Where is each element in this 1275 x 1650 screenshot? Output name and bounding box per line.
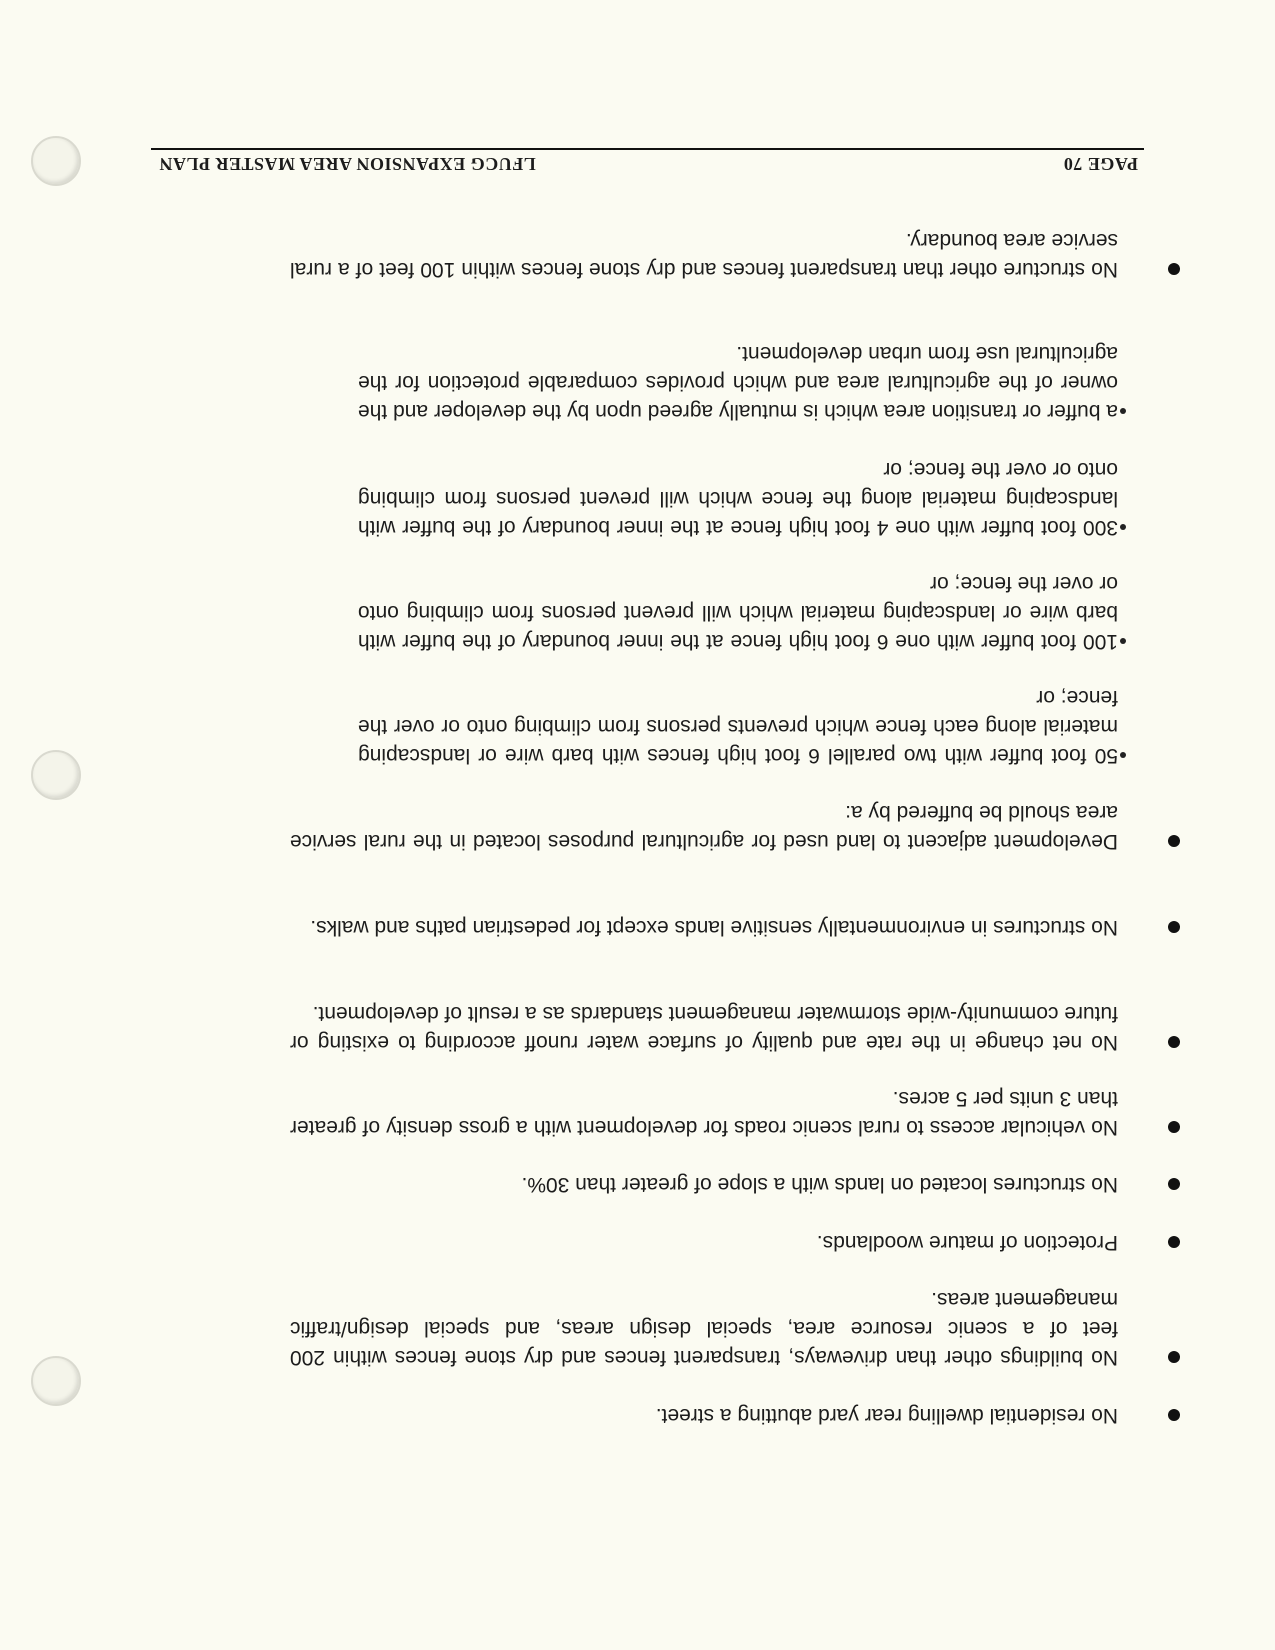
bullet-icon xyxy=(1168,921,1180,933)
sub-bullet-icon xyxy=(1120,752,1126,758)
binder-hole xyxy=(31,136,81,186)
binder-hole xyxy=(31,750,81,800)
binder-hole xyxy=(31,1356,81,1406)
list-item: No buildings other than driveways, transparent fences and dry stone fences within 200 feet of a scenic resource area, special design areas, and special design/traffic management areas. xyxy=(290,1285,1118,1372)
page-number: PAGE 70 xyxy=(1063,154,1138,174)
bullet-icon xyxy=(1168,1036,1180,1048)
bullet-icon xyxy=(1168,1351,1180,1363)
bullet-icon xyxy=(1168,1236,1180,1248)
bullet-icon xyxy=(1168,835,1180,847)
sub-list-item: 50 foot buffer with two parallel 6 foot high fences with barb wire or landscaping material along each fence which prevents persons from climbing onto or over the fence; or xyxy=(358,683,1118,770)
list-item: No net change in the rate and quality of surface water runoff according to existing or future community-wide stormwater management standards as a result of development. xyxy=(290,999,1118,1057)
list-item: No structures located on lands with a slope of greater than 30%. xyxy=(290,1170,1118,1199)
bullet-icon xyxy=(1168,1178,1180,1190)
list-item: No structures in environmentally sensitive lands except for pedestrian paths and walks. xyxy=(290,913,1118,942)
sub-bullet-icon xyxy=(1120,408,1126,414)
list-item: No residential dwelling rear yard abutting a street. xyxy=(290,1401,1118,1430)
sub-list-item: a buffer or transition area which is mutually agreed upon by the developer and the owner of the agricultural area and which provides comparable protection for the agricultural use from urban development. xyxy=(358,339,1118,426)
list-item: Development adjacent to land used for agricultural purposes located in the rural service area should be buffered by a: xyxy=(290,798,1118,856)
bullet-icon xyxy=(1168,263,1180,275)
list-item: Protection of mature woodlands. xyxy=(290,1228,1118,1257)
bullet-icon xyxy=(1168,1409,1180,1421)
sub-bullet-icon xyxy=(1120,638,1126,644)
list-item: No structure other than transparent fences and dry stone fences within 100 feet of a rural service area boundary. xyxy=(290,226,1118,284)
sub-bullet-icon xyxy=(1120,524,1126,530)
list-item: No vehicular access to rural scenic roads for development with a gross density of greater than 3 units per 5 acres. xyxy=(290,1084,1118,1142)
page-header xyxy=(151,148,1144,180)
document-title: LFUCG EXPANSION AREA MASTER PLAN xyxy=(159,154,536,174)
bullet-icon xyxy=(1168,1121,1180,1133)
sub-list-item: 300 foot buffer with one 4 foot high fence at the inner boundary of the buffer with landscaping material along the fence which will prevent persons from climbing onto or over the fence; or xyxy=(358,455,1118,542)
sub-list-item: 100 foot buffer with one 6 foot high fence at the inner boundary of the buffer with barb wire or landscaping material which will prevent persons from climbing onto or over the fence; or xyxy=(358,569,1118,656)
